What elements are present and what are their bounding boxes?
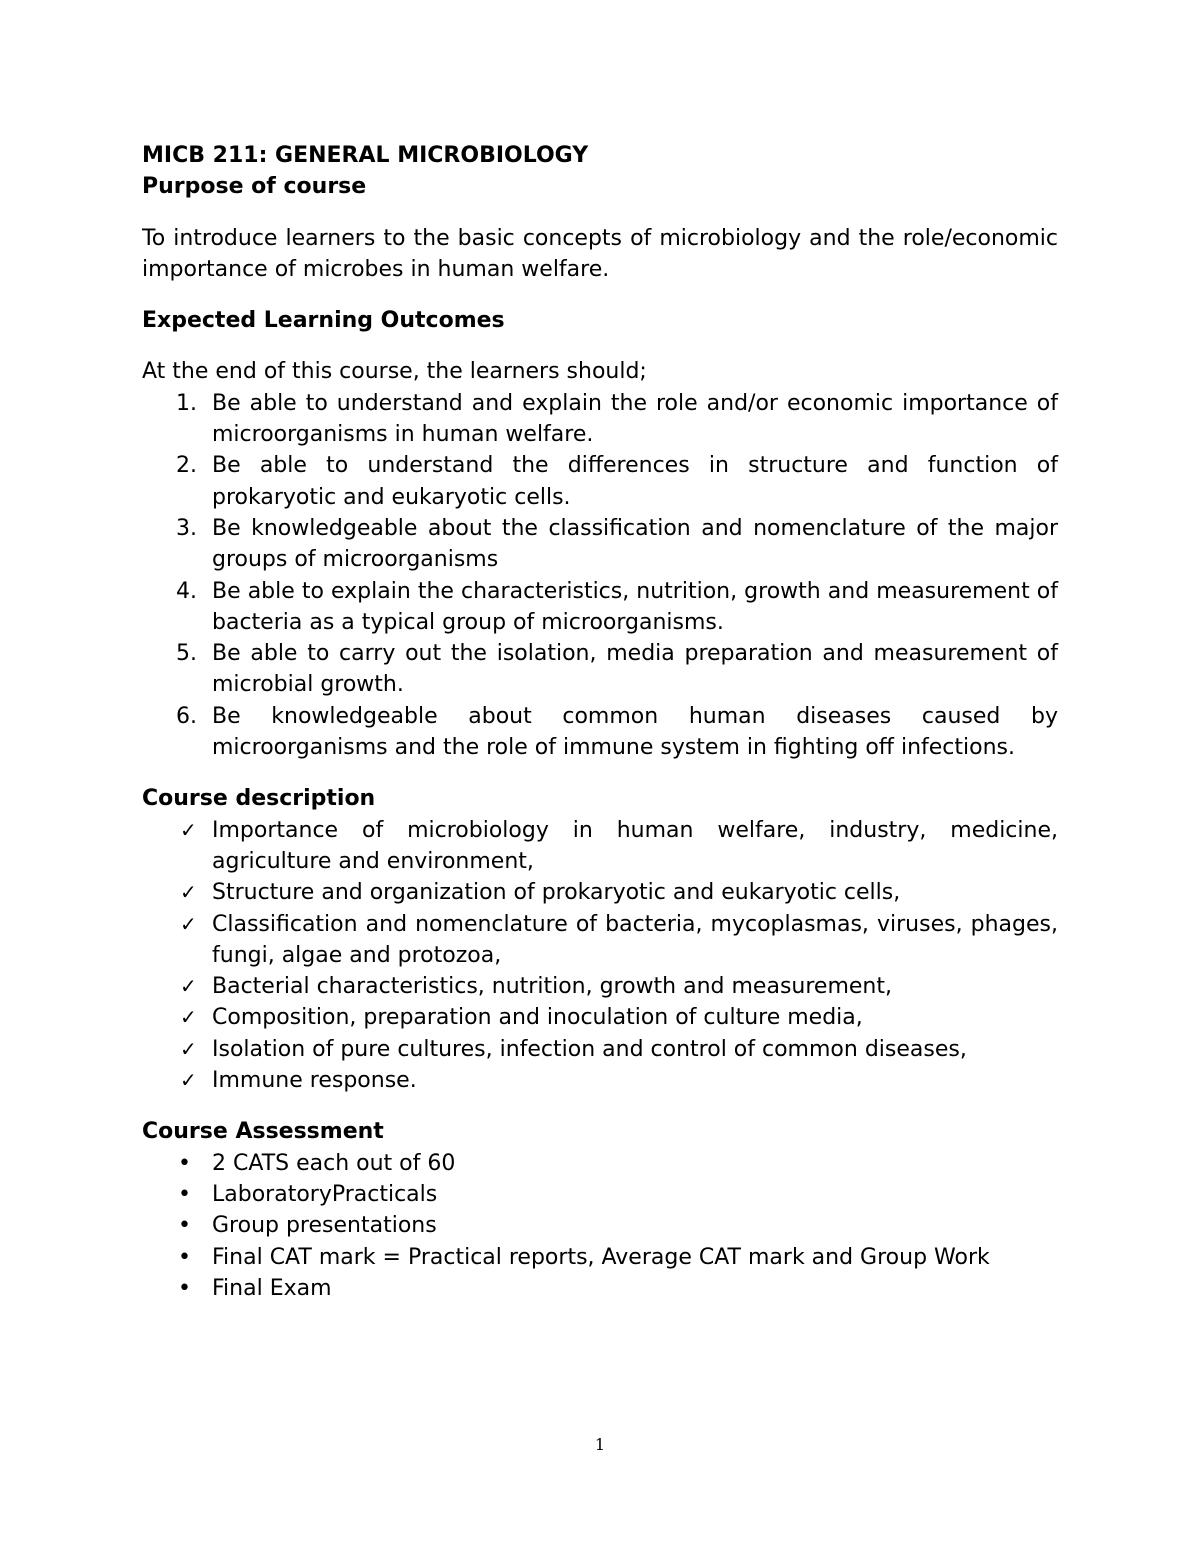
outcome-number: 6. (176, 703, 197, 729)
assessment-text: Group presentations (212, 1213, 437, 1239)
description-item (142, 909, 1058, 972)
outcome-text: Be knowledgeable about common human diseases caused by microorganisms and the role of immune system in fighting off infections. (212, 703, 1058, 761)
assessment-item (142, 1242, 1058, 1273)
description-list (142, 815, 1058, 1097)
outcome-text: Be able to carry out the isolation, media preparation and measurement of microbial growth. (212, 641, 1058, 698)
description-item (142, 971, 1058, 1002)
checkmark-icon: ✓ (180, 1005, 197, 1030)
page-number: 1 (594, 1435, 606, 1454)
outcome-number: 1. (176, 390, 197, 416)
outcome-number: 4. (176, 578, 197, 604)
purpose-text: To introduce learners to the basic concepts of microbiology and the role/economic importance of microbes in human welfare. (142, 225, 1058, 282)
outcome-text: Be knowledgeable about the classification and nomenclature of the major groups of microorganisms (212, 515, 1058, 573)
assessment-heading: Course Assessment (142, 1119, 384, 1145)
checkmark-icon: ✓ (180, 911, 197, 936)
description-heading: Course description (142, 786, 376, 812)
assessment-text: Final CAT mark = Practical reports, Average CAT mark and Group Work (212, 1244, 990, 1270)
checkmark-icon: ✓ (180, 974, 197, 999)
outcome-number: 5. (176, 641, 197, 667)
assessment-item (142, 1179, 1058, 1210)
assessment-item (142, 1210, 1058, 1241)
assessment-text: Final Exam (212, 1275, 332, 1301)
checkmark-icon: ✓ (180, 817, 197, 842)
description-text: Composition, preparation and inoculation of culture media, (212, 1005, 863, 1031)
description-item (142, 877, 1058, 908)
bullet-icon: • (178, 1275, 191, 1301)
outcomes-list (142, 388, 1058, 764)
outcome-item (142, 450, 1058, 513)
outcome-item (142, 701, 1058, 764)
outcome-text: Be able to explain the characteristics, nutrition, growth and measurement of bacteria as a typical group of microorganisms. (212, 578, 1058, 635)
assessment-item (142, 1148, 1058, 1179)
outcome-number: 3. (176, 515, 197, 541)
outcome-item (142, 638, 1058, 701)
description-item (142, 1002, 1058, 1033)
purpose-heading: Purpose of course (142, 174, 367, 200)
bullet-icon: • (178, 1181, 191, 1207)
description-item (142, 815, 1058, 878)
description-text: Importance of microbiology in human welfare, industry, medicine, agriculture and environment, (212, 817, 1058, 874)
assessment-item (142, 1273, 1058, 1304)
description-text: Structure and organization of prokaryotic and eukaryotic cells, (212, 880, 901, 906)
checkmark-icon: ✓ (180, 1068, 197, 1093)
checkmark-icon: ✓ (180, 1036, 197, 1061)
outcome-item (142, 388, 1058, 451)
outcome-text: Be able to understand the differences in structure and function of prokaryotic and eukaryotic cells. (212, 453, 1058, 510)
document-page (142, 140, 1058, 1304)
description-item (142, 1065, 1058, 1096)
description-text: Bacterial characteristics, nutrition, growth and measurement, (212, 974, 892, 1000)
assessment-list (142, 1148, 1058, 1304)
outcomes-intro: At the end of this course, the learners should; (142, 359, 647, 385)
bullet-icon: • (178, 1213, 191, 1239)
outcome-number: 2. (176, 453, 197, 479)
description-text: Immune response. (212, 1068, 417, 1094)
bullet-icon: • (178, 1244, 191, 1270)
bullet-icon: • (178, 1150, 191, 1176)
assessment-text: 2 CATS each out of 60 (212, 1150, 456, 1176)
course-title: MICB 211: GENERAL MICROBIOLOGY (142, 143, 589, 168)
outcomes-heading: Expected Learning Outcomes (142, 308, 505, 334)
outcome-item (142, 576, 1058, 639)
description-item (142, 1034, 1058, 1065)
outcome-text: Be able to understand and explain the role and/or economic importance of microorganisms in human welfare. (212, 390, 1058, 448)
checkmark-icon: ✓ (180, 880, 197, 905)
assessment-text: LaboratoryPracticals (212, 1181, 438, 1207)
description-text: Classification and nomenclature of bacteria, mycoplasmas, viruses, phages, fungi, algae and protozoa, (212, 911, 1058, 968)
description-text: Isolation of pure cultures, infection and control of common diseases, (212, 1036, 967, 1062)
outcome-item (142, 513, 1058, 576)
